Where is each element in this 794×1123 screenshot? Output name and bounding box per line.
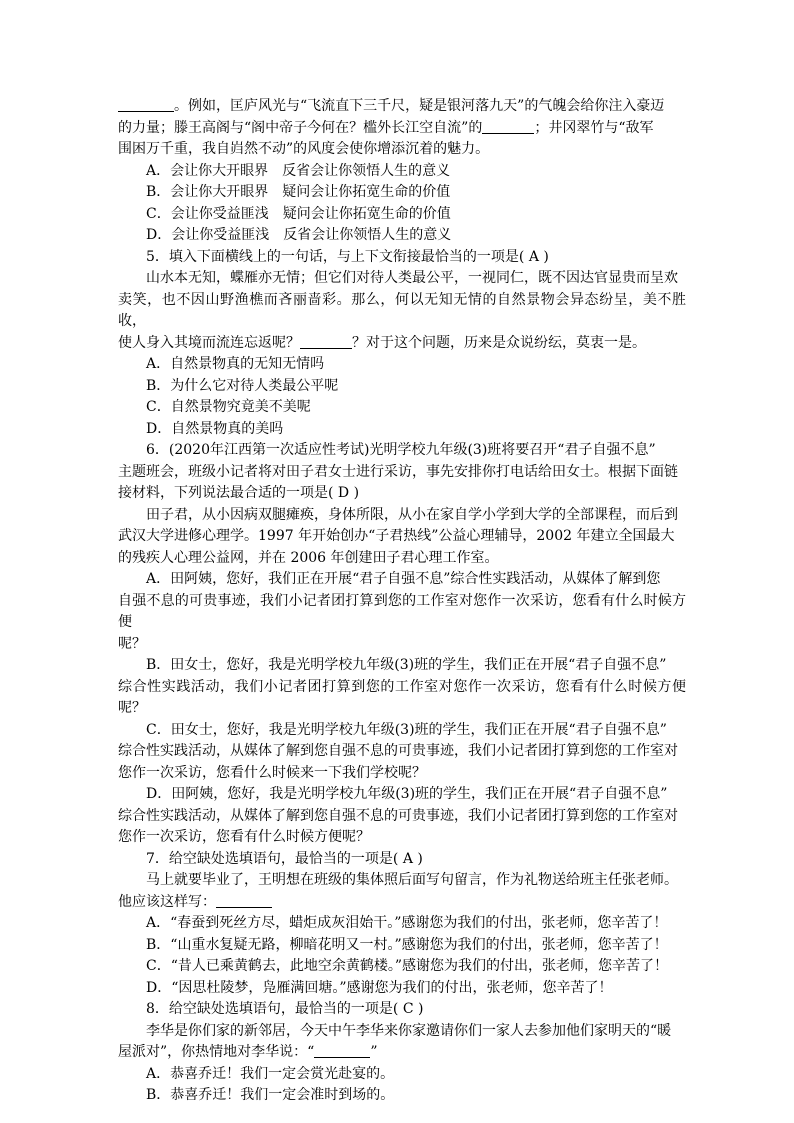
q8-option-b: B．恭喜乔迁！我们一定会准时到场的。 [146,1087,395,1103]
q4-stem-line: 围困万千重，我自岿然不动”的风度会使你增添沉着的魅力。 [118,141,490,157]
q6-option-d: 您作一次采访，您看有什么时候方便呢？ [118,829,370,845]
q4-option-b: B．会让你大开眼界 疑问会让你拓宽生命的价值 [146,184,451,200]
q5-option-b: B．为什么它对待人类最公平呢 [146,377,339,394]
q7-option-a: A．“春蚕到死丝方尽，蜡炬成灰泪始干。”感谢您为我们的付出，张老师，您辛苦了！ [146,915,668,931]
q6-option-b: 综合性实践活动，我们小记者团打算到您的工作室对您作一次采访，您看有什么时候方便呢？ [118,678,686,716]
answer-blank [314,1043,370,1058]
q6-material-line: 的残疾人心理公益网，并在 2006 年创建田子君心理工作室。 [118,549,499,566]
q8-material-line: 屋派对”，你热情地对李华说：“ ” [118,1044,378,1060]
q5-option-d: D．自然景物真的美吗 [146,420,284,437]
answer-blank [300,334,352,349]
q6-stem-line: 6．(2020年江西第一次适应性考试)光明学校九年级(3)班将要召开“君子自强不息” [146,442,656,458]
answer-blank [118,97,174,112]
q5-option-a: A．自然景物真的无知无情吗 [146,356,325,372]
q6-option-a: 呢？ [118,635,146,652]
q5-option-c: C．自然景物究竟美不美呢 [146,399,311,415]
q8-option-a: A．恭喜乔迁！我们一定会赏光赴宴的。 [146,1065,395,1082]
q5-passage-line: 卖笑，也不因山野渔樵而吝丽啬彩。那么，何以无知无情的自然景物会异态纷呈，美不胜收， [118,291,686,329]
q6-option-c: 综合性实践活动，从媒体了解到您自强不息的可贵事迹，我们小记者团打算到您的工作室对 [118,743,678,759]
exam-page [118,96,686,1107]
q6-stem-line: 接材料，下列说法最合适的一项是( D ) [118,485,360,501]
q5-passage-line: 使人身入其境而流连忘返呢？ ？对于这个问题，历来是众说纷纭，莫衷一是。 [118,334,646,351]
q6-option-c: C．田女士，您好，我是光明学校九年级(3)班的学生，我们正在开展“君子自强不息” [146,721,667,738]
q7-material-line: 马上就要毕业了，王明想在班级的集体照后面写句留言，作为礼物送给班主任张老师。 [146,872,678,888]
q6-stem-line: 主题班会，班级小记者将对田子君女士进行采访，事先安排你打电话给田女士。根据下面链 [118,463,678,480]
answer-blank [216,893,272,908]
q6-material-line: 田子君，从小因病双腿瘫痪，身体所限，从小在家自学小学到大学的全部课程，而后到 [146,506,678,523]
q8-stem: 8．给空缺处选填语句，最恰当的一项是( C ) [146,1001,424,1017]
q6-option-a: 自强不息的可贵事迹，我们小记者团打算到您的工作室对您作一次采访，您看有什么时候方便 [118,592,686,630]
q7-stem: 7．给空缺处选填语句，最恰当的一项是( A ) [146,850,423,867]
q6-option-c: 您作一次采访，您看什么时候来一下我们学校呢？ [118,764,426,781]
q6-option-d: 综合性实践活动，从媒体了解到您自强不息的可贵事迹，我们小记者团打算到您的工作室对 [118,807,678,824]
q6-material-line: 武汉大学进修心理学。1997 年开始创办“子君热线”公益心理辅导，2002 年建立全国最大 [118,528,675,544]
q4-option-c: C．会让你受益匪浅 疑问会让你拓宽生命的价值 [146,205,451,222]
q4-option-d: D．会让你受益匪浅 反省会让你领悟人生的意义 [146,227,452,243]
q6-option-d: D．田阿姨，您好，我是光明学校九年级(3)班的学生，我们正在开展“君子自强不息” [146,786,668,802]
q6-option-a: A．田阿姨，您好，我们正在开展“君子自强不息”综合性实践活动，从媒体了解到您 [146,571,661,587]
q4-option-a: A．会让你大开眼界 反省会让你领悟人生的意义 [146,162,451,179]
q7-option-d: D．“因思杜陵梦，凫雁满回塘。”感谢您为我们的付出，张老师，您辛苦了！ [146,979,613,996]
q5-passage-line: 山水本无知，蝶雁亦无情；但它们对待人类最公平，一视同仁，既不因达官显贵而呈欢 [146,270,678,286]
q4-stem-line: 的力量；滕王高阁与“阁中帝子今何在？槛外长江空自流”的 ；井冈翠竹与“敌军 [118,119,654,136]
q7-option-b: B．“山重水复疑无路，柳暗花明又一村。”感谢您为我们的付出，张老师，您辛苦了！ [146,936,668,953]
answer-blank [482,119,534,134]
q7-material-line: 他应该这样写： [118,892,686,914]
q7-option-c: C．“昔人已乘黄鹤去，此地空余黄鹤楼。”感谢您为我们的付出，张老师，您辛苦了！ [146,958,669,974]
q8-material-line: 李华是你们家的新邻居，今天中午李华来你家邀请你们一家人去参加他们家明天的“暖 [146,1022,672,1039]
q5-stem: 5．填入下面横线上的一句话，与上下文衔接最恰当的一项是( A ) [146,248,549,265]
q4-stem-line: 。例如，匡庐风光与“飞流直下三千尺，疑是银河落九天”的气魄会给你注入豪迈 [118,96,686,118]
q6-option-b: B．田女士，您好，我是光明学校九年级(3)班的学生，我们正在开展“君子自强不息” [146,657,667,673]
